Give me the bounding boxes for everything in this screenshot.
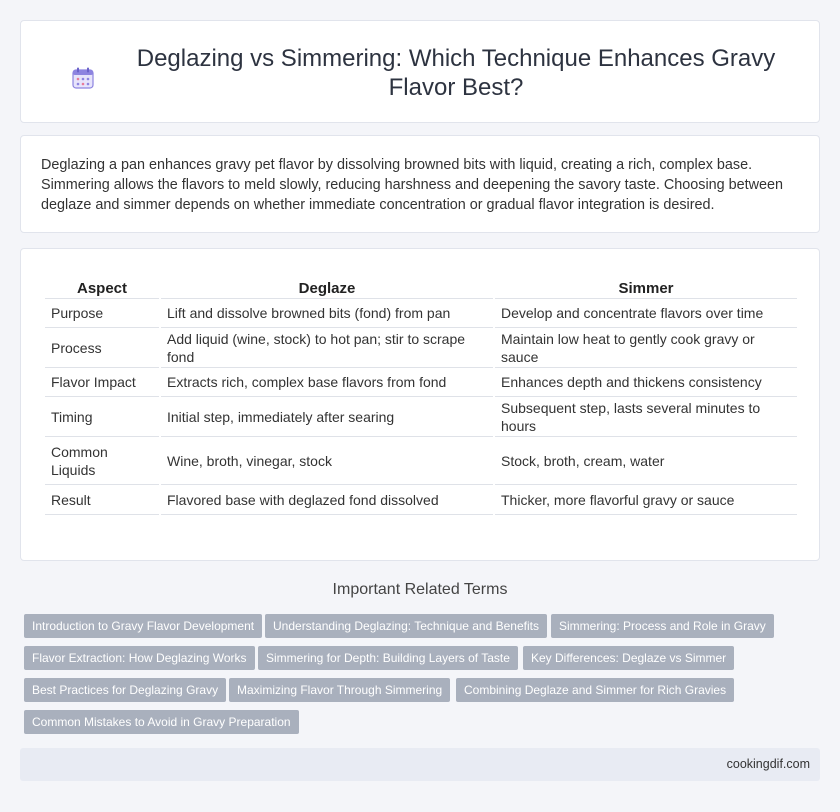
related-tag[interactable]: Combining Deglaze and Simmer for Rich Gravies <box>456 678 734 702</box>
intro-card <box>20 135 820 233</box>
table-cell-aspect: Common Liquids <box>45 437 159 485</box>
table-cell-aspect: Timing <box>45 397 159 437</box>
table-row <box>45 368 797 397</box>
table-cell-aspect: Process <box>45 328 159 368</box>
related-tag[interactable]: Flavor Extraction: How Deglazing Works <box>24 646 255 670</box>
table-cell-aspect: Result <box>45 485 159 515</box>
calendar-icon <box>72 67 94 89</box>
table-cell-simmer: Stock, broth, cream, water <box>495 437 797 485</box>
header-aspect: Aspect <box>45 273 159 299</box>
table-cell-deglaze: Lift and dissolve browned bits (fond) from pan <box>161 299 493 328</box>
related-tag[interactable]: Understanding Deglazing: Technique and Benefits <box>265 614 547 638</box>
comparison-table <box>43 273 799 515</box>
related-tag[interactable]: Introduction to Gravy Flavor Development <box>24 614 262 638</box>
table-row <box>45 299 797 328</box>
table-cell-deglaze: Flavored base with deglazed fond dissolved <box>161 485 493 515</box>
table-cell-deglaze: Add liquid (wine, stock) to hot pan; stir to scrape fond <box>161 328 493 368</box>
table-cell-simmer: Thicker, more flavorful gravy or sauce <box>495 485 797 515</box>
table-cell-simmer: Enhances depth and thickens consistency <box>495 368 797 397</box>
related-tag[interactable]: Best Practices for Deglazing Gravy <box>24 678 226 702</box>
table-row <box>45 328 797 368</box>
table-cell-deglaze: Wine, broth, vinegar, stock <box>161 437 493 485</box>
table-row <box>45 397 797 437</box>
page-title: Deglazing vs Simmering: Which Technique Enhances Gravy Flavor Best? <box>136 45 776 101</box>
intro-paragraph: Deglazing a pan enhances gravy pet flavor by dissolving browned bits with liquid, creating a rich, complex base. Simmering allows the flavors to meld slowly, reducing harshness and deepening the savory taste. Choosing between deglaze and simmer depends on whether immediate concentration or gradual flavor integration is desired. <box>41 157 784 213</box>
header-card <box>20 20 820 123</box>
table-row <box>45 485 797 515</box>
table-header-row <box>45 273 797 299</box>
header-simmer: Simmer <box>495 273 797 299</box>
table-cell-aspect: Flavor Impact <box>45 368 159 397</box>
related-tag[interactable]: Maximizing Flavor Through Simmering <box>229 678 450 702</box>
header-deglaze: Deglaze <box>161 273 493 299</box>
table-cell-simmer: Subsequent step, lasts several minutes to hours <box>495 397 797 437</box>
related-tag[interactable]: Simmering: Process and Role in Gravy <box>551 614 774 638</box>
comparison-table-card <box>20 248 820 561</box>
table-cell-aspect: Purpose <box>45 299 159 328</box>
related-terms-title: Important Related Terms <box>332 581 508 598</box>
related-tag[interactable]: Common Mistakes to Avoid in Gravy Preparation <box>24 710 299 734</box>
related-tag[interactable]: Simmering for Depth: Building Layers of Taste <box>258 646 518 670</box>
footer-site-link[interactable]: cookingdif.com <box>726 757 810 771</box>
table-row <box>45 437 797 485</box>
table-cell-simmer: Maintain low heat to gently cook gravy or sauce <box>495 328 797 368</box>
table-cell-simmer: Develop and concentrate flavors over time <box>495 299 797 328</box>
related-tag[interactable]: Key Differences: Deglaze vs Simmer <box>523 646 734 670</box>
table-cell-deglaze: Extracts rich, complex base flavors from fond <box>161 368 493 397</box>
footer <box>20 748 820 781</box>
table-cell-deglaze: Initial step, immediately after searing <box>161 397 493 437</box>
